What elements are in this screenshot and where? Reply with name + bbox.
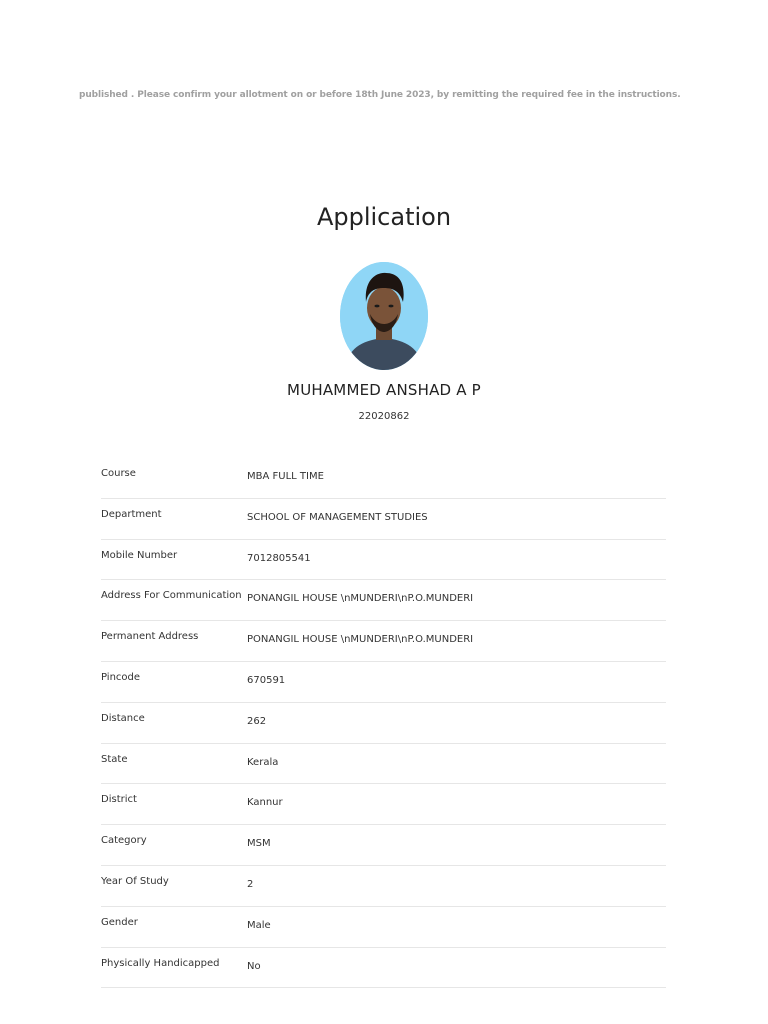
detail-value: MSM [247,838,271,850]
detail-value: 262 [247,715,267,727]
detail-label: Department [101,508,162,520]
detail-value: Male [247,919,271,931]
notice-marquee: published . Please confirm your allotment on or before 18th June 2023, by remitting the required fee in the instructions. [79,90,681,100]
detail-label: Category [101,835,147,847]
detail-value: PONANGIL HOUSE \nMUNDERI\nP.O.MUNDERI [247,634,474,646]
detail-value: SCHOOL OF MANAGEMENT STUDIES [247,511,428,523]
detail-label: Physically Handicapped [101,957,220,969]
detail-label: Permanent Address [101,631,199,643]
detail-row-category [101,825,666,866]
detail-label: State [101,753,128,765]
detail-value: 2 [247,878,254,890]
detail-row-state [101,744,666,785]
detail-value: 670591 [247,674,286,686]
detail-row-physically-handicapped [101,948,666,989]
detail-value: MBA FULL TIME [247,471,324,482]
detail-value: Kannur [247,797,283,809]
detail-label: Pincode [101,671,141,683]
detail-row-gender [101,907,666,948]
detail-label: Year Of Study [101,875,169,887]
application-details-table [101,458,666,988]
detail-value: PONANGIL HOUSE \nMUNDERI\nP.O.MUNDERI [247,593,474,605]
detail-label: Mobile Number [101,549,178,561]
detail-label: Gender [101,916,138,928]
detail-value: 7012805541 [247,552,311,564]
detail-row-course [101,458,666,499]
detail-row-permanent-address [101,621,666,662]
detail-row-year-of-study [101,866,666,907]
detail-row-department [101,499,666,540]
detail-row-pincode [101,662,666,703]
applicant-name: MUHAMMED ANSHAD A P [287,381,481,399]
detail-row-distance [101,703,666,744]
detail-label: Address For Communication [101,590,242,602]
detail-label: District [101,794,137,806]
detail-row-mobile-number [101,540,666,581]
detail-label: Course [101,468,136,479]
applicant-photo [340,262,428,370]
page-title: Application [316,203,452,231]
application-number: 22020862 [358,411,410,422]
detail-value: No [247,960,261,972]
detail-value: Kerala [247,756,279,768]
detail-row-address-communication [101,580,666,621]
detail-row-district [101,784,666,825]
detail-label: Distance [101,712,145,724]
